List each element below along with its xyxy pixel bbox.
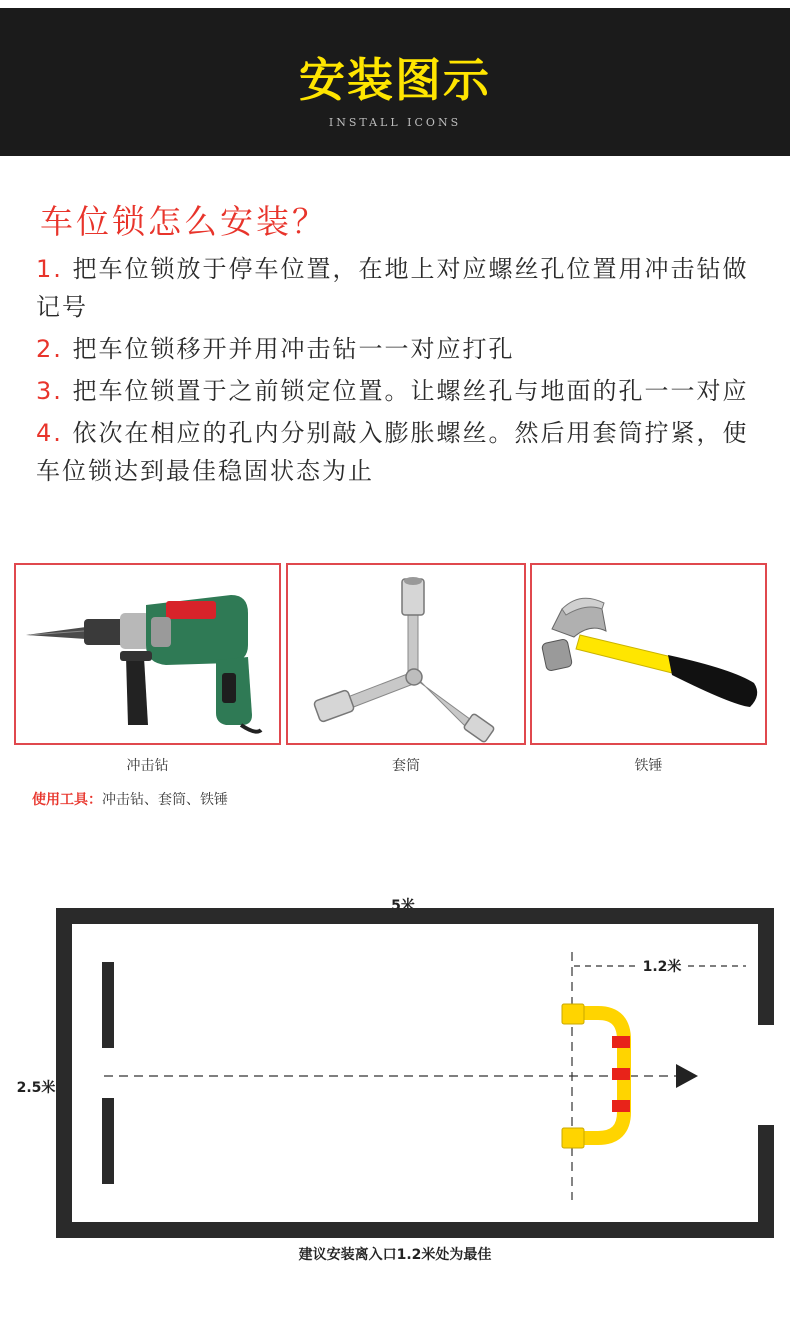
parking-space-diagram bbox=[0, 880, 790, 1240]
socket-wrench-icon bbox=[288, 565, 524, 743]
height-label: 2.5米 bbox=[16, 1080, 56, 1096]
tool-label-socket: 套筒 bbox=[392, 758, 420, 774]
hammer-icon bbox=[532, 565, 765, 743]
step-item bbox=[36, 372, 766, 410]
tool-card-socket bbox=[286, 563, 526, 745]
tool-card-hammer bbox=[530, 563, 767, 745]
banner-title: 安装图示 bbox=[299, 53, 491, 107]
step-number: 1. bbox=[36, 255, 63, 283]
header-banner bbox=[0, 8, 790, 156]
install-steps bbox=[36, 250, 766, 494]
lock-base-top bbox=[562, 1004, 584, 1024]
step-number: 4. bbox=[36, 419, 63, 447]
width-label: 5米 bbox=[391, 898, 415, 914]
impact-drill-icon bbox=[16, 565, 279, 743]
step-text: 把车位锁移开并用冲击钻一一对应打孔 bbox=[62, 335, 515, 363]
diagram-caption: 建议安装离入口1.2米处为最佳 bbox=[298, 1247, 492, 1263]
lock-stripe bbox=[612, 1036, 630, 1048]
step-text: 把车位锁放于停车位置，在地上对应螺丝孔位置用冲击钻做记号 bbox=[36, 255, 749, 321]
tools-used-value: 冲击钻、套筒、铁锤 bbox=[102, 792, 228, 808]
tool-label-drill: 冲击钻 bbox=[126, 758, 169, 774]
direction-arrow-icon bbox=[676, 1064, 698, 1088]
lock-base-bottom bbox=[562, 1128, 584, 1148]
section-title: 车位锁怎么安装？ bbox=[40, 202, 328, 241]
tools-used-label: 使用工具： bbox=[32, 792, 102, 808]
step-number: 2. bbox=[36, 335, 63, 363]
left-stopper-top bbox=[102, 962, 114, 1048]
step-item bbox=[36, 414, 766, 490]
distance-label: 1.2米 bbox=[642, 959, 682, 975]
left-stopper-bottom bbox=[102, 1098, 114, 1184]
step-text: 依次在相应的孔内分别敲入膨胀螺丝。然后用套筒拧紧，使车位锁达到最佳稳固状态为止 bbox=[36, 419, 749, 485]
parking-diagram bbox=[0, 880, 790, 1240]
lock-stripe bbox=[612, 1100, 630, 1112]
step-item bbox=[36, 330, 766, 368]
banner-subtitle: INSTALL ICONS bbox=[328, 116, 462, 129]
lock-stripe bbox=[612, 1068, 630, 1080]
tool-label-hammer: 铁锤 bbox=[634, 758, 663, 774]
step-item bbox=[36, 250, 766, 326]
step-text: 把车位锁置于之前锁定位置。让螺丝孔与地面的孔一一对应 bbox=[62, 377, 749, 405]
tools-used-line bbox=[32, 789, 228, 809]
step-number: 3. bbox=[36, 377, 63, 405]
tool-card-drill bbox=[14, 563, 281, 745]
